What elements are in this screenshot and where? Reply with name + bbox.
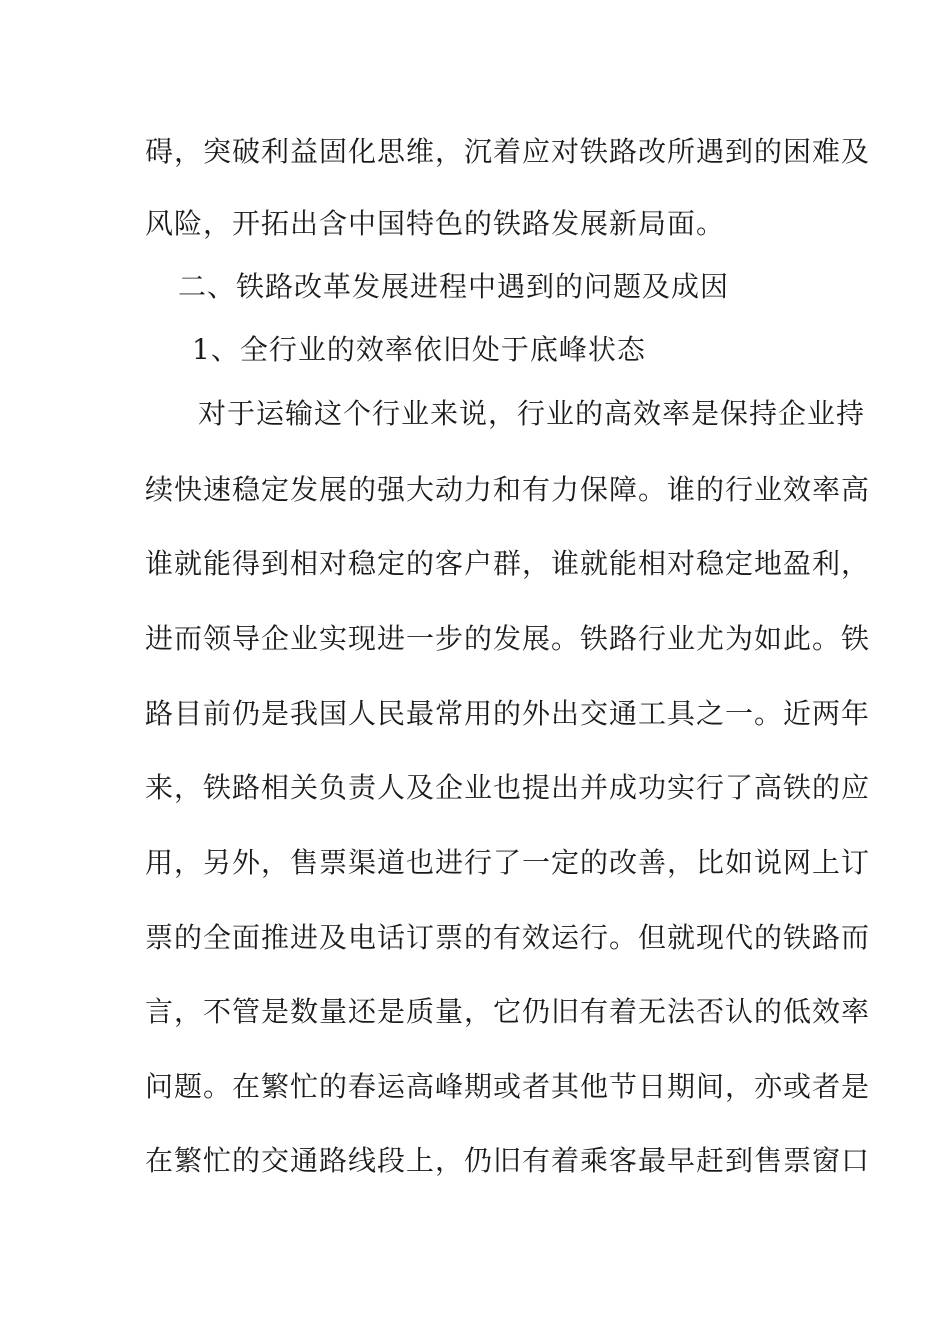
body-text-line: 来，铁路相关负责人及企业也提出并成功实行了高铁的应: [145, 771, 871, 804]
body-text-line: 在繁忙的交通路线段上，仍旧有着乘客最早赶到售票窗口: [145, 1144, 871, 1177]
body-text-line: 谁就能得到相对稳定的客户群，谁就能相对稳定地盈利，: [145, 547, 871, 580]
subsection-heading: 1、全行业的效率依旧处于底峰状态: [192, 333, 646, 366]
body-text-line: 进而领导企业实现进一步的发展。铁路行业尤为如此。铁: [145, 622, 871, 655]
body-text-line: 风险，开拓出含中国特色的铁路发展新局面。: [145, 207, 726, 240]
paragraph-first-line: 对于运输这个行业来说，行业的高效率是保持企业持: [198, 397, 866, 430]
body-text-line: 续快速稳定发展的强大动力和有力保障。谁的行业效率高: [145, 473, 871, 506]
body-text-line: 路目前仍是我国人民最常用的外出交通工具之一。近两年: [145, 697, 871, 730]
body-text-line: 碍，突破利益固化思维，沉着应对铁路改所遇到的困难及: [145, 135, 871, 168]
section-heading: 二、铁路改革发展进程中遇到的问题及成因: [178, 270, 730, 303]
body-text-line: 用，另外，售票渠道也进行了一定的改善，比如说网上订: [145, 846, 871, 879]
body-text-line: 问题。在繁忙的春运高峰期或者其他节日期间，亦或者是: [145, 1070, 871, 1103]
body-text-line: 言，不管是数量还是质量，它仍旧有着无法否认的低效率: [145, 995, 871, 1028]
body-text-line: 票的全面推进及电话订票的有效运行。但就现代的铁路而: [145, 921, 871, 954]
